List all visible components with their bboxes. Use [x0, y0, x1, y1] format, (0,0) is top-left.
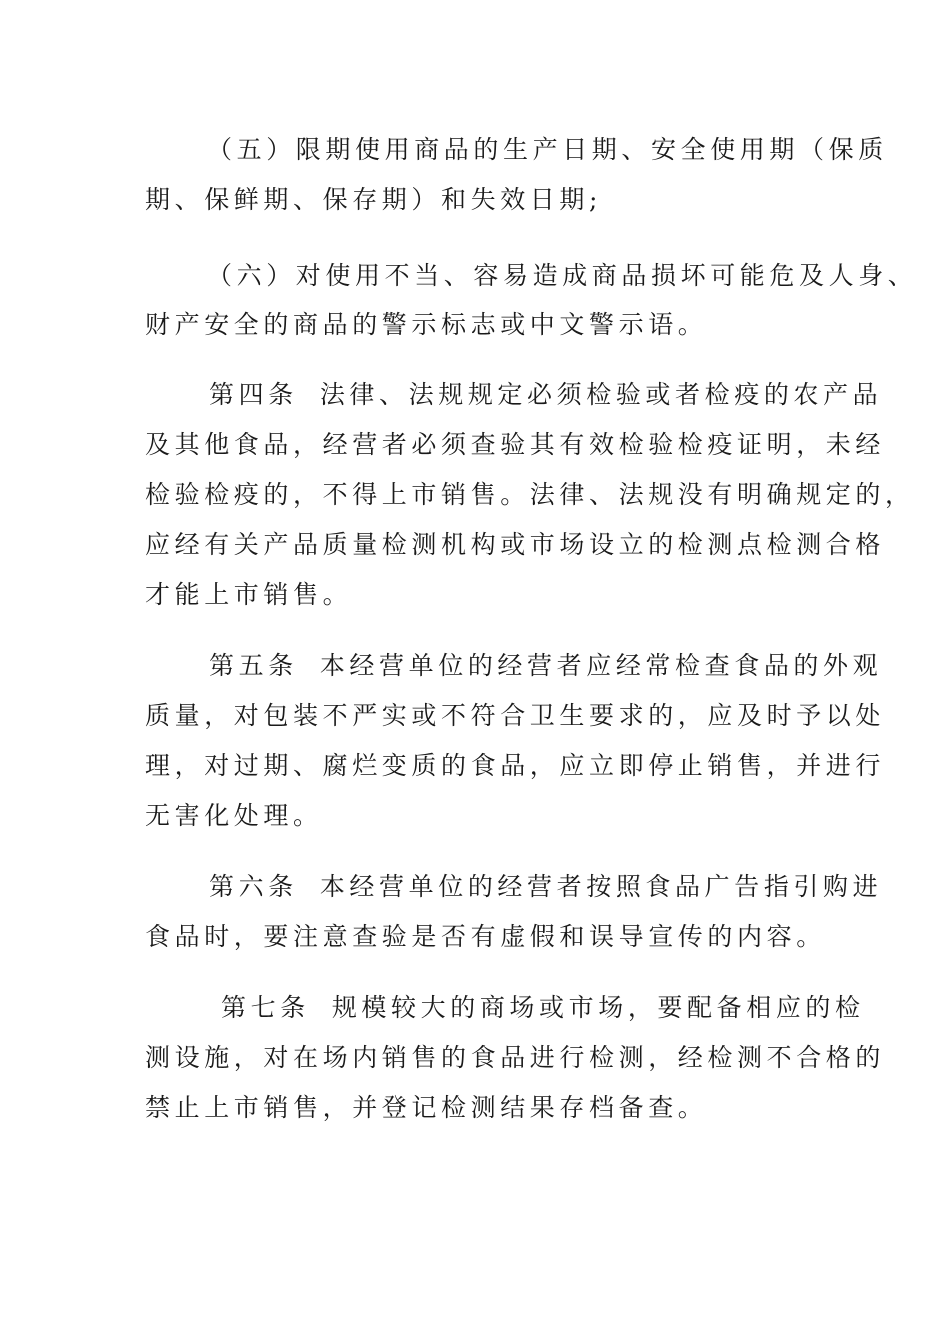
- article-first-line: [209, 380, 882, 410]
- paragraph-line: 食品时，要注意查验是否有虚假和误导宣传的内容。: [145, 922, 826, 951]
- paragraph-line: 应经有关产品质量检测机构或市场设立的检测点检测合格: [145, 530, 886, 559]
- paragraph-line: 才能上市销售。: [145, 580, 353, 609]
- paragraph-line: 检验检疫的，不得上市销售。法律、法规没有明确规定的，: [145, 480, 915, 509]
- paragraph-line: 质量，对包装不严实或不符合卫生要求的，应及时予以处: [145, 701, 886, 730]
- paragraph-line: （五）限期使用商品的生产日期、安全使用期（保质: [207, 135, 888, 164]
- paragraph-line: 测设施，对在场内销售的食品进行检测，经检测不合格的: [145, 1043, 886, 1072]
- article-heading: 第七条: [221, 993, 310, 1022]
- article-heading: 第五条: [209, 651, 298, 680]
- article-heading: 第四条: [209, 380, 298, 409]
- article-first-line: [221, 993, 865, 1023]
- article-first-line: [209, 872, 882, 902]
- paragraph-line: 规模较大的商场或市场，要配备相应的检: [331, 993, 865, 1022]
- paragraph-line: 及其他食品，经营者必须查验其有效检验检疫证明，未经: [145, 430, 886, 459]
- article-heading: 第六条: [209, 872, 298, 901]
- paragraph-line: 禁止上市销售，并登记检测结果存档备查。: [145, 1093, 708, 1122]
- paragraph-line: 本经营单位的经营者应经常检查食品的外观: [319, 651, 883, 680]
- paragraph-line: 本经营单位的经营者按照食品广告指引购进: [319, 872, 883, 901]
- paragraph-line: 无害化处理。: [145, 801, 323, 830]
- paragraph-line: 财产安全的商品的警示标志或中文警示语。: [145, 310, 708, 339]
- article-first-line: [209, 651, 882, 681]
- paragraph-line: 法律、法规规定必须检验或者检疫的农产品: [319, 380, 883, 409]
- paragraph-line: 理，对过期、腐烂变质的食品，应立即停止销售，并进行: [145, 751, 886, 780]
- paragraph-line: （六）对使用不当、容易造成商品损坏可能危及人身、: [207, 261, 918, 290]
- paragraph-line: 期、保鲜期、保存期）和失效日期;: [145, 185, 603, 214]
